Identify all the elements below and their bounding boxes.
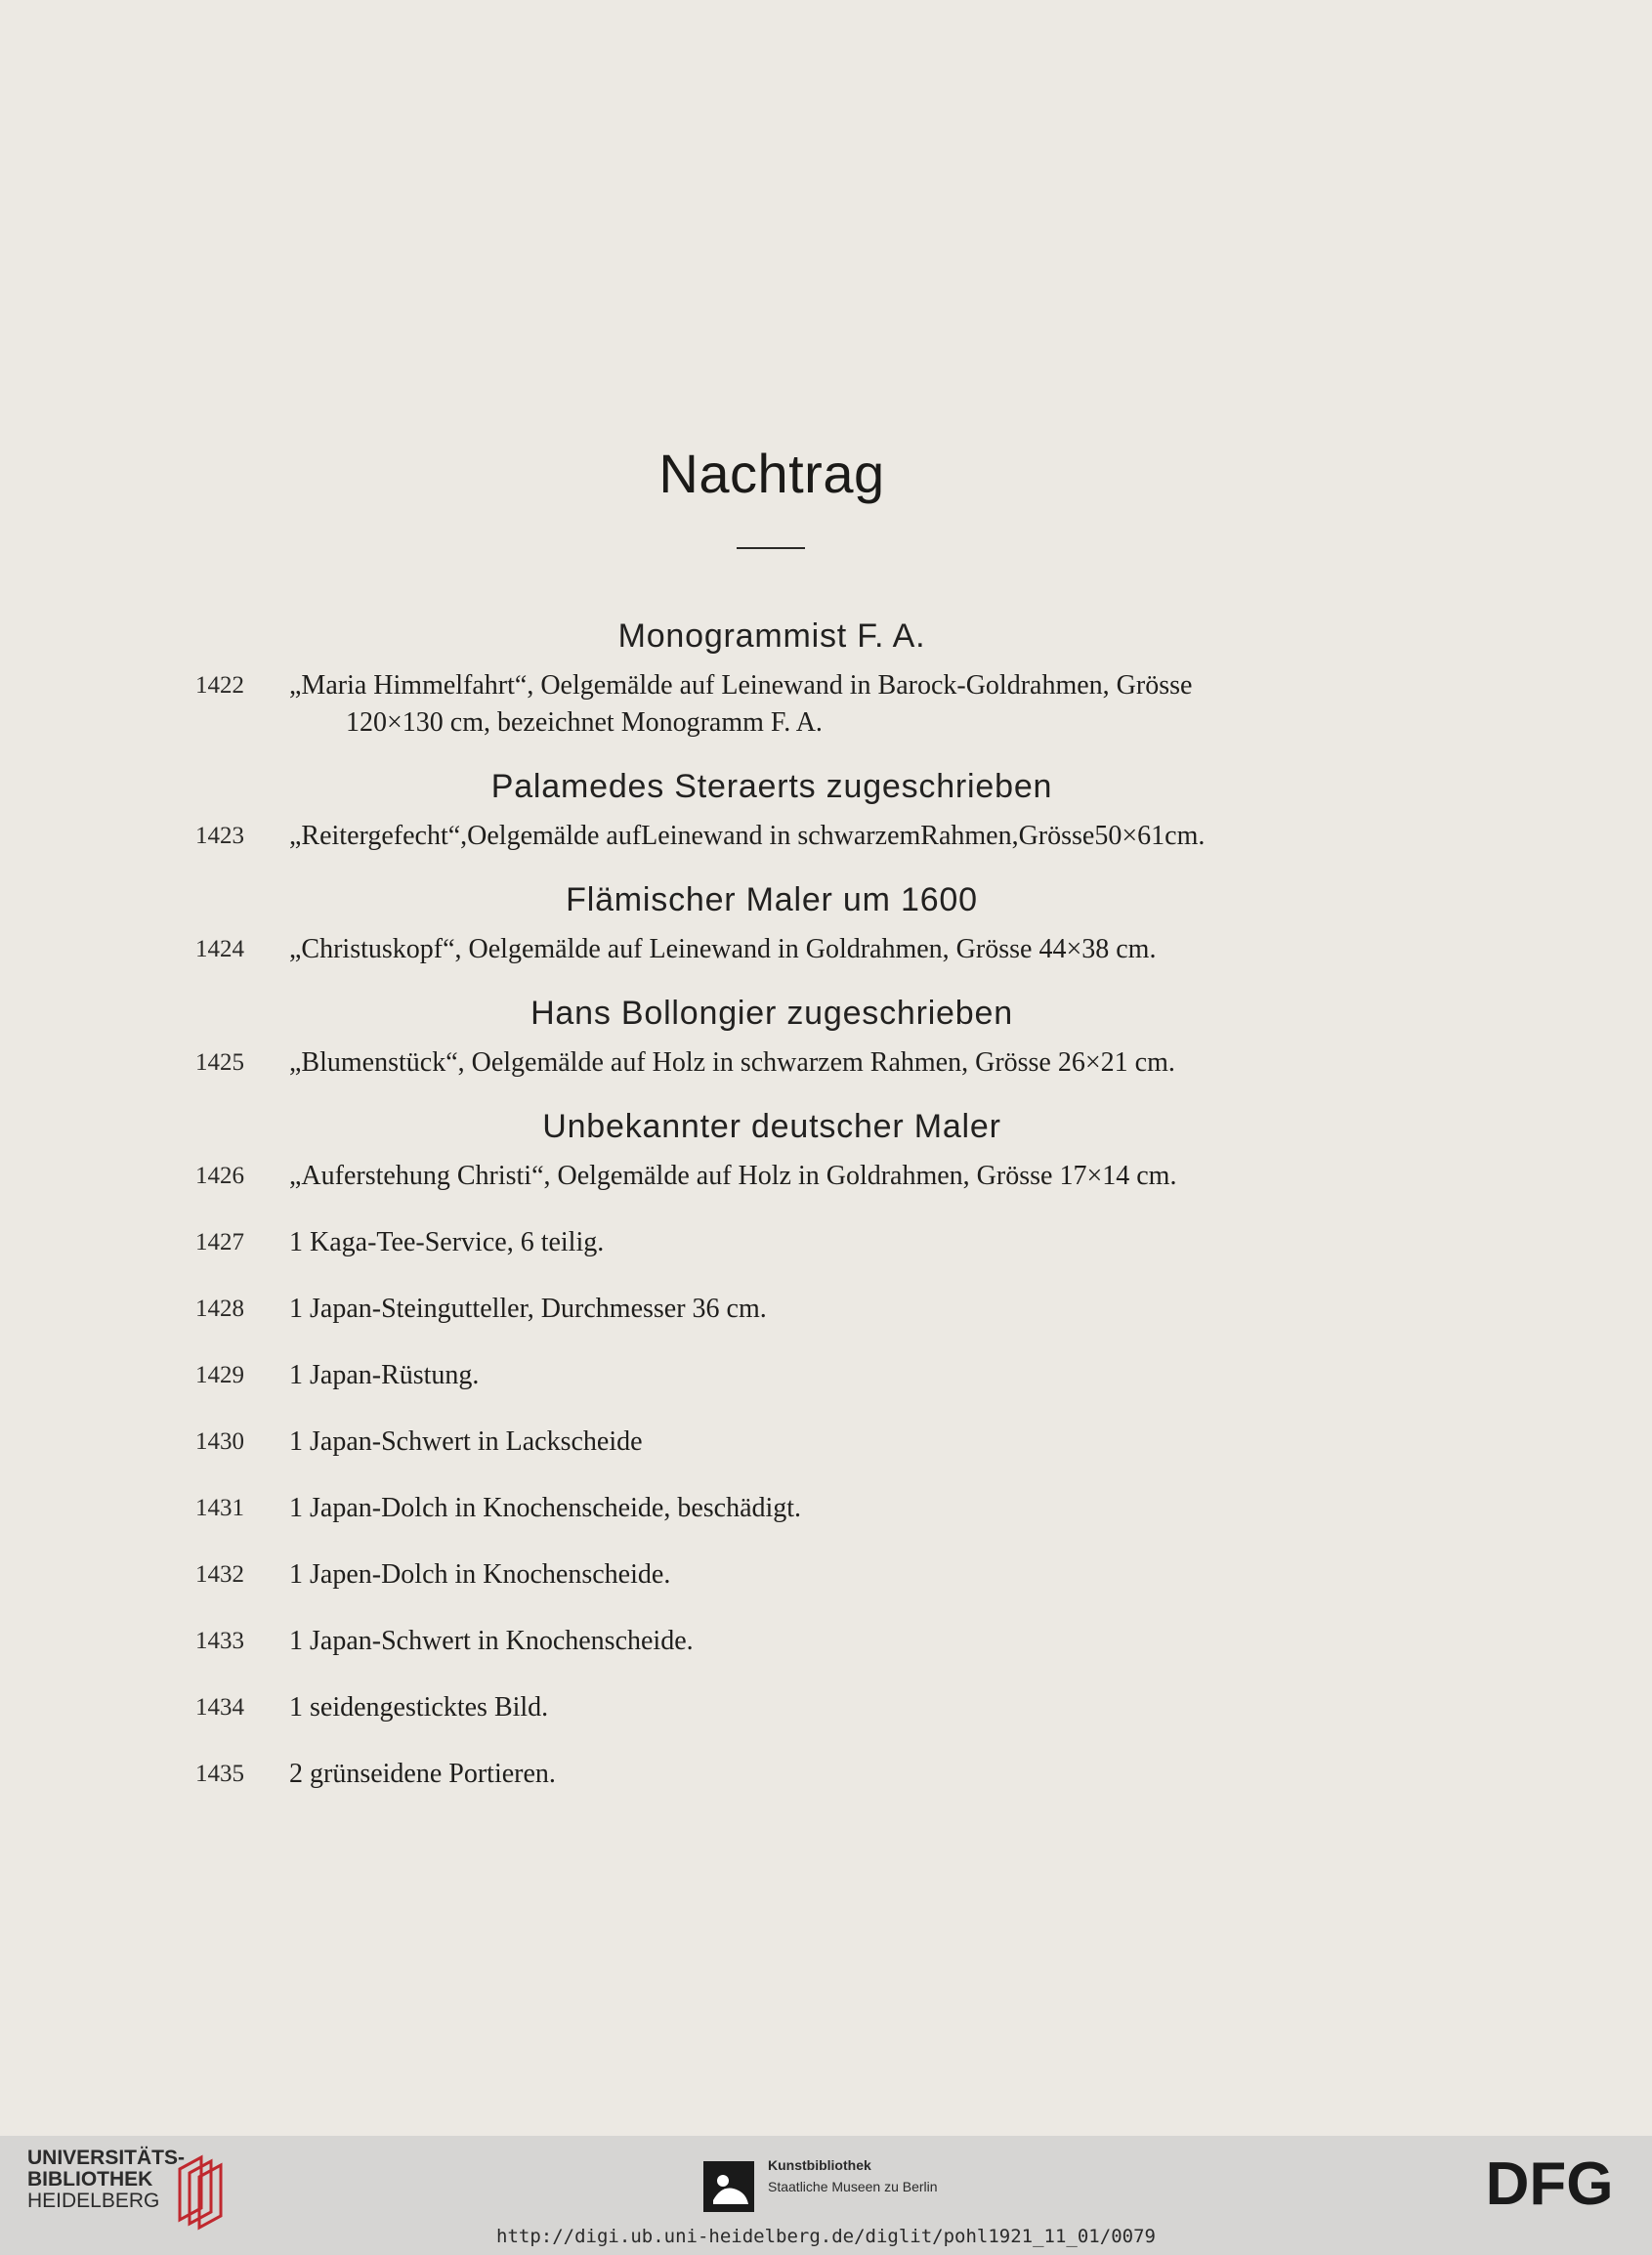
ub-logo-line3: HEIDELBERG: [27, 2190, 160, 2212]
entry-text: 1 Japan-Rüstung.: [289, 1360, 480, 1390]
entry-number: 1432: [195, 1561, 244, 1588]
section-heading: Hans Bollongier zugeschrieben: [530, 995, 1013, 1032]
ub-heidelberg-logo-text[interactable]: [27, 2148, 185, 2212]
kb-line2: Staatliche Museen zu Berlin: [768, 2179, 938, 2194]
section-heading: Flämischer Maler um 1600: [566, 881, 978, 918]
entry-number: 1423: [195, 823, 244, 849]
entry-number: 1427: [195, 1229, 244, 1255]
entry-number: 1429: [195, 1362, 244, 1388]
page-url[interactable]: http://digi.ub.uni-heidelberg.de/diglit/pohl1921_11_01/0079: [496, 2226, 1156, 2247]
entry-text: „Christuskopf“, Oelgemälde auf Leinewand in Goldrahmen, Grösse 44×38 cm.: [289, 934, 1157, 964]
entry-text: „Blumenstück“, Oelgemälde auf Holz in schwarzem Rahmen, Grösse 26×21 cm.: [289, 1047, 1175, 1078]
ub-heidelberg-mark-icon[interactable]: [166, 2149, 229, 2232]
section-heading: Unbekannter deutscher Maler: [542, 1108, 1001, 1145]
entry-text: „Maria Himmelfahrt“, Oelgemälde auf Leinewand in Barock-Goldrahmen, Grösse: [289, 670, 1193, 701]
entry-text: 1 Kaga-Tee-Service, 6 teilig.: [289, 1227, 605, 1257]
entry-number: 1426: [195, 1163, 244, 1189]
entry-text: 1 Japan-Dolch in Knochenscheide, beschädigt.: [289, 1493, 802, 1523]
entry-number: 1424: [195, 936, 244, 962]
entry-text: 1 Japen-Dolch in Knochenscheide.: [289, 1559, 671, 1590]
entry-number: 1425: [195, 1049, 244, 1076]
entry-text: „Auferstehung Christi“, Oelgemälde auf Holz in Goldrahmen, Grösse 17×14 cm.: [289, 1161, 1177, 1191]
entry-number: 1433: [195, 1628, 244, 1654]
section-heading: Palamedes Steraerts zugeschrieben: [490, 768, 1053, 805]
dfg-logo-icon[interactable]: [1471, 2153, 1628, 2212]
title-divider: [737, 547, 805, 549]
entry-text-continued: 120×130 cm, bezeichnet Monogramm F. A.: [346, 707, 823, 738]
entry-text: 2 grünseidene Portieren.: [289, 1759, 556, 1789]
ub-logo-line1: UNIVERSITÄTS-: [27, 2147, 186, 2169]
entry-text: 1 seidengesticktes Bild.: [289, 1692, 549, 1723]
dfg-logo-text: DFG: [1485, 2153, 1614, 2212]
entry-number: 1430: [195, 1428, 244, 1455]
entry-text: 1 Japan-Steingutteller, Durchmesser 36 cm.: [289, 1294, 767, 1324]
entry-text: 1 Japan-Schwert in Knochenscheide.: [289, 1626, 694, 1656]
page-title: Nachtrag: [658, 443, 885, 504]
entry-number: 1435: [195, 1761, 244, 1787]
section-heading: Monogrammist F. A.: [617, 617, 926, 655]
ub-logo-line2: BIBLIOTHEK: [27, 2168, 153, 2191]
kunstbibliothek-logo-icon[interactable]: [703, 2161, 754, 2212]
entry-number: 1428: [195, 1296, 244, 1322]
entry-text: „Reitergefecht“,Oelgemälde aufLeinewand in schwarzemRahmen,Grösse50×61cm.: [289, 821, 1206, 851]
kunstbibliothek-logo-text[interactable]: [768, 2154, 938, 2197]
entry-number: 1434: [195, 1694, 244, 1721]
entry-number: 1431: [195, 1495, 244, 1521]
kb-line1: Kunstbibliothek: [768, 2157, 871, 2173]
entry-text: 1 Japan-Schwert in Lackscheide: [289, 1426, 643, 1457]
entry-number: 1422: [195, 672, 244, 699]
